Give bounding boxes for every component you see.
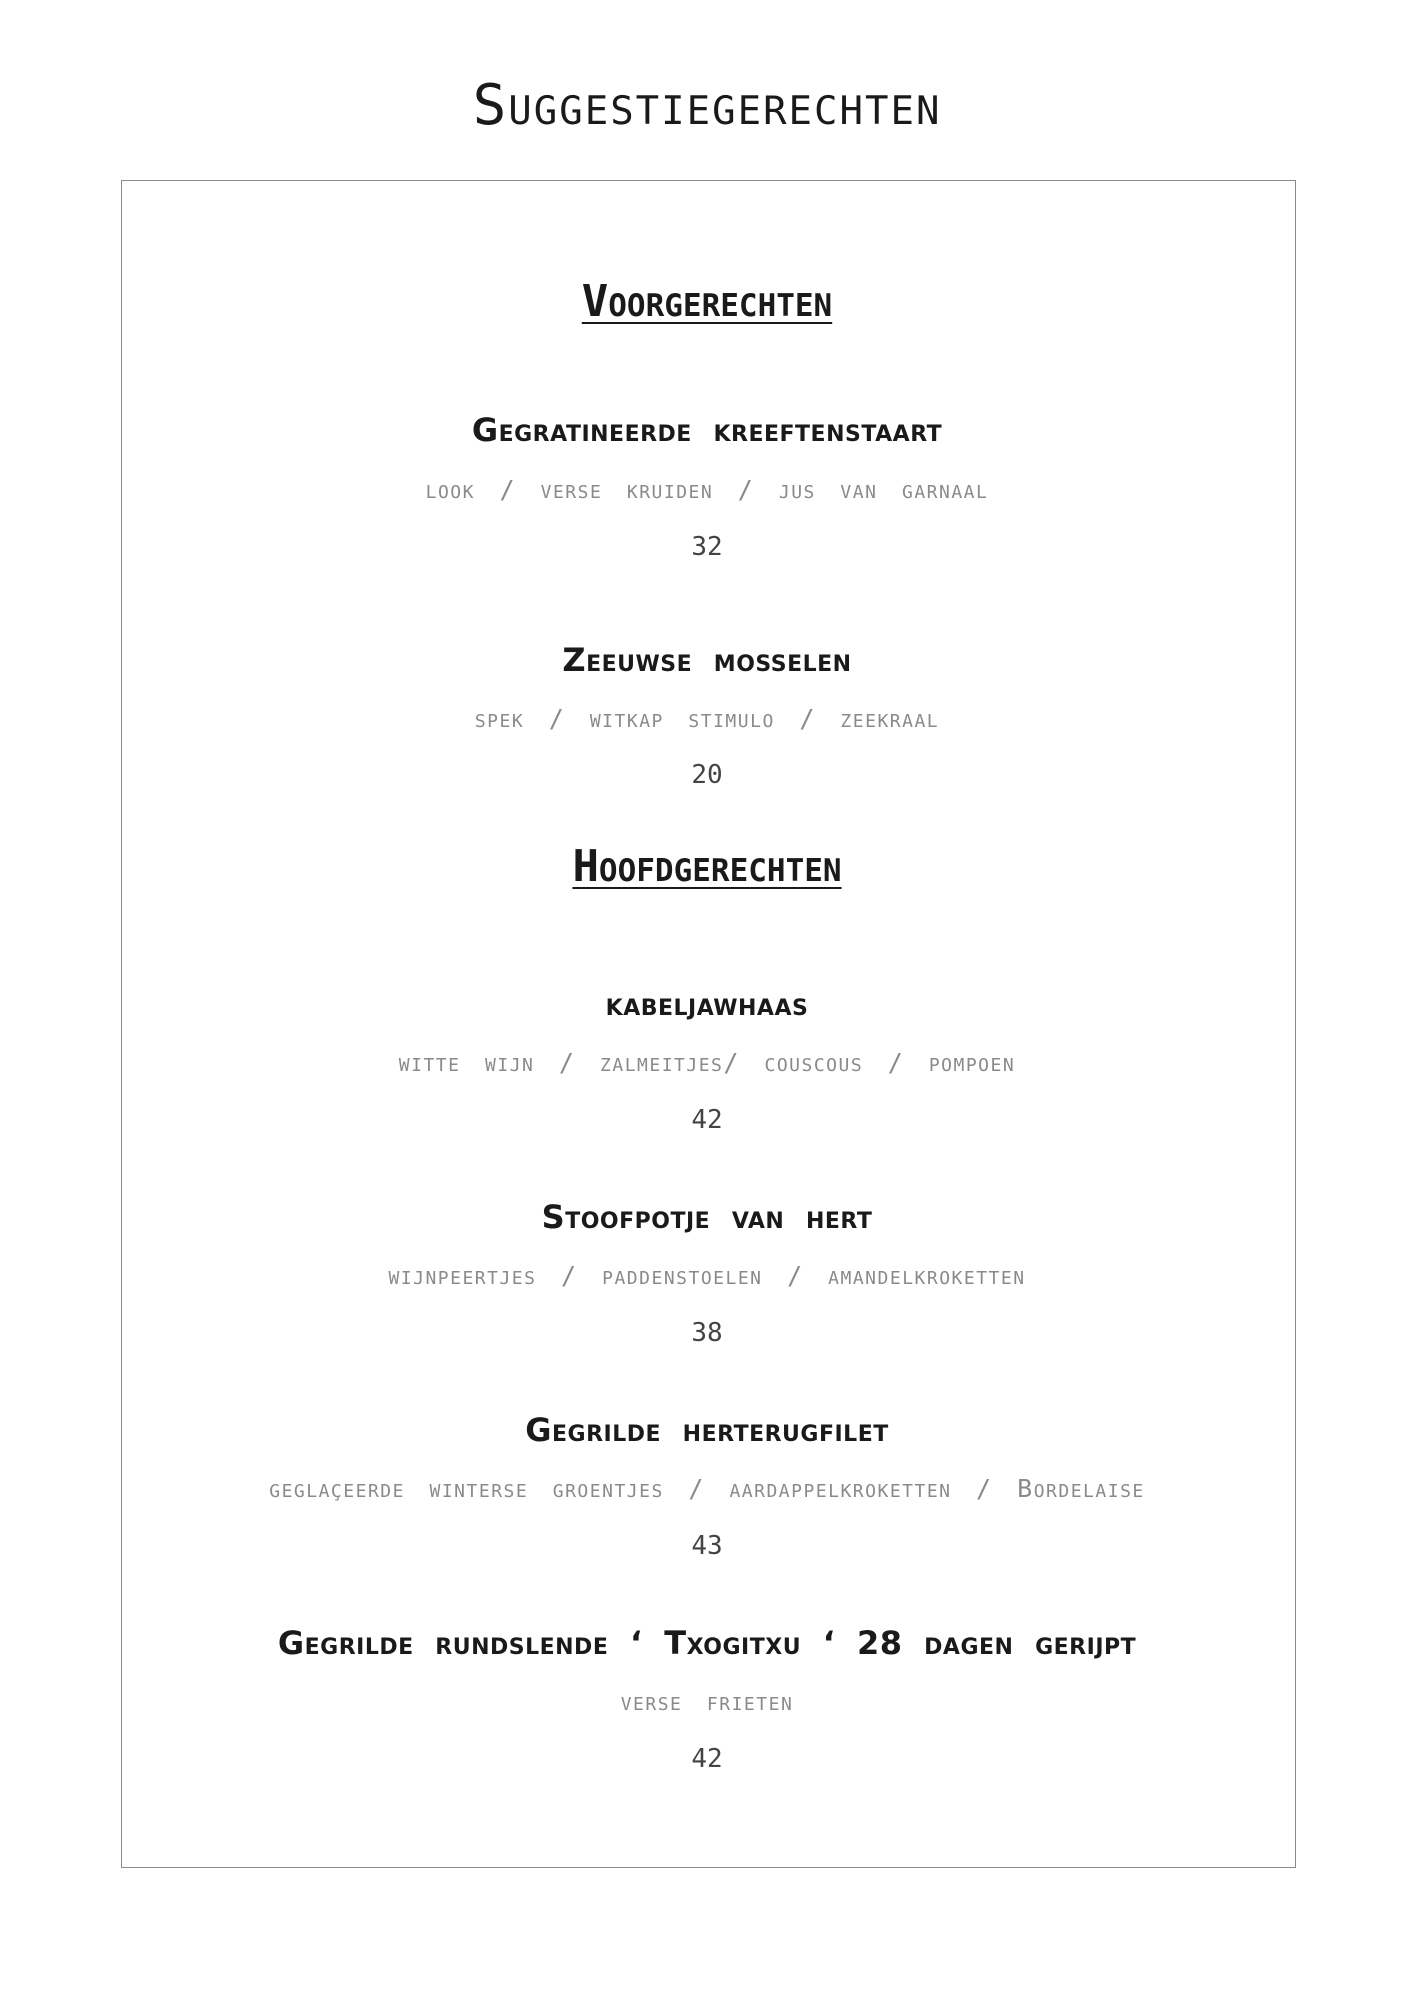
dish-name: Gegrilde rundslende ‘ Txogitxu ‘ 28 dagen gerijpt (277, 1624, 1137, 1662)
dish-price: 32 (691, 532, 723, 562)
section-heading-hoofdgerechten: Hoofdgerechten (572, 841, 842, 892)
dish-price: 42 (691, 1105, 723, 1135)
dish-ingredients: wijnpeertjes / paddenstoelen / amandelkroketten (388, 1261, 1026, 1290)
dish-ingredients: look / verse kruiden / jus van garnaal (425, 475, 989, 504)
dish-name: Zeeuwse mosselen (562, 641, 852, 679)
dish-name: Gegratineerde kreeftenstaart (471, 411, 943, 449)
page-title: Suggestiegerechten (472, 73, 942, 138)
dish-name: kabeljawhaas (605, 985, 809, 1023)
section-heading-voorgerechten: Voorgerechten (581, 276, 833, 327)
dish-price: 43 (691, 1531, 723, 1561)
dish-ingredients: geglaçeerde winterse groentjes / aardappelkroketten / Bordelaise (269, 1474, 1145, 1503)
dish-ingredients: spek / witkap stimulo / zeekraal (474, 704, 940, 733)
dish-price: 20 (691, 760, 723, 790)
dish-price: 38 (691, 1318, 723, 1348)
dish-ingredients: verse frieten (620, 1687, 794, 1716)
dish-name: Stoofpotje van hert (541, 1198, 873, 1236)
dish-price: 42 (691, 1744, 723, 1774)
dish-ingredients: witte wijn / zalmeitjes/ couscous / pompoen (398, 1048, 1016, 1077)
dish-name: Gegrilde herterugfilet (525, 1411, 889, 1449)
